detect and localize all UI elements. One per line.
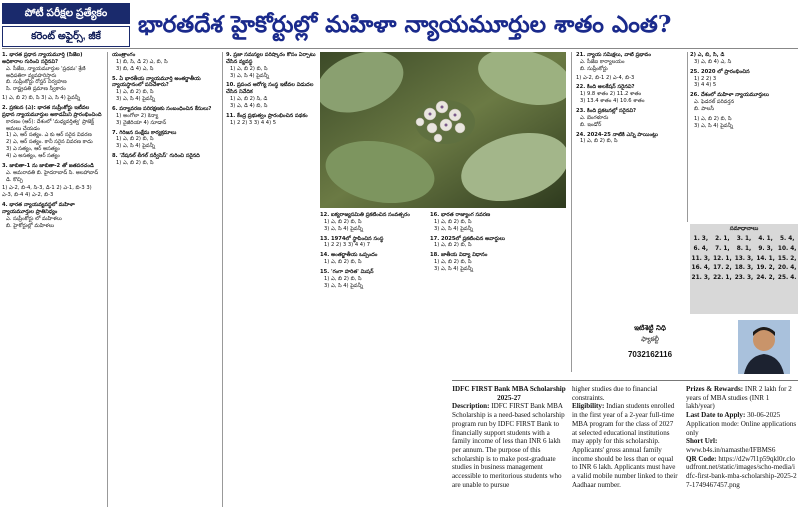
question-item bbox=[112, 153, 218, 167]
question-option: సి. రాష్ట్రపతి ప్రమాణ స్వీకారం bbox=[6, 86, 66, 93]
question-column-6 bbox=[576, 52, 686, 242]
question-text: 25. 2020 లో ప్రారంభించిన bbox=[690, 68, 750, 75]
question-option: 1) 2 2) 3 3) 4 4) 7 bbox=[324, 242, 371, 249]
question-option: 3) ఎ, డి 4) బి, సి bbox=[230, 103, 268, 110]
question-option: బి. ఇండోర్ bbox=[580, 121, 602, 128]
short-url-link[interactable]: www.b4s.in/namasthe/IFBMS6 bbox=[686, 446, 776, 455]
column-divider bbox=[107, 52, 108, 507]
answer-key-cell: 17. 2, bbox=[713, 265, 732, 272]
scholarship-title: IDFC FIRST Bank MBA Scholarship 2025-27 bbox=[452, 385, 566, 402]
question-option: 3) ఎ, సి 4) పైవన్నీ bbox=[324, 225, 364, 232]
short-url-label: Short Url: bbox=[686, 437, 718, 446]
question-text: 26. దేశంలో మహిళా న్యాయమూర్తులు bbox=[690, 92, 769, 99]
question-text: 11. కేంద్ర ప్రభుత్వం ప్రారంభించిన పథకం bbox=[226, 112, 308, 119]
author-role: ఫ్యాకల్టీ bbox=[641, 335, 659, 343]
plant-photo bbox=[320, 52, 566, 208]
question-choices: 1) ఎ, బి 2) బి, సి 3) ఎ, సి 4) పైవన్నీ bbox=[2, 95, 81, 102]
question-choices: 1) ఎ-2, బి-1 2) ఎ-4, బి-3 bbox=[576, 74, 635, 81]
question-text: 12. ఐక్యరాజ్యసమితి ప్రకటించిన సంవత్సరం bbox=[320, 212, 410, 218]
answer-key-box bbox=[690, 224, 798, 314]
question-option: 1) ఎ, బి 2) బి, సి bbox=[230, 65, 268, 72]
description-continued: higher studies due to financial constraints. bbox=[572, 385, 658, 402]
answer-key-cell: 18. 3, bbox=[734, 265, 754, 272]
question-item bbox=[2, 105, 102, 160]
question-item bbox=[320, 236, 424, 250]
question-option: కారణం (ఆర్): దేశంలో 'మధ్యవర్తిత్వ' ప్రాజెక్ట్ అమలు చేయడం bbox=[6, 118, 94, 132]
question-option: 1) ఎ, బి 2) బి, సి bbox=[434, 218, 472, 225]
scholarship-col-1 bbox=[452, 385, 566, 509]
answer-key-cell: 1. 3, bbox=[693, 236, 709, 243]
question-text: 9. ప్రజా సమస్యల పరిష్కారం కోసం ఏర్పాటు చేసిన వ్యవస్థ bbox=[226, 52, 316, 65]
answer-key-cell: 11. 3, bbox=[691, 255, 711, 262]
question-option: 1) ఎ, బి 2) బి, సి bbox=[434, 259, 472, 266]
question-item bbox=[320, 269, 424, 290]
question-text: 13. 1974లో స్థాపించిన సంస్థ bbox=[320, 235, 384, 242]
question-option: 3) ఎ సత్యం, ఆర్ అసత్యం bbox=[6, 146, 60, 153]
question-option: 3) ఎ, సి 4) పైవన్నీ bbox=[434, 266, 474, 273]
answer-key-cell: 5. 4, bbox=[779, 236, 795, 243]
question-option: ఎ. అమరావతి బి. హైదరాబాద్ సి. అలహాబాద్ డి. కొచ్చి bbox=[6, 169, 99, 183]
question-option: 1) ఎ, బి 2) బి, సి bbox=[580, 138, 618, 145]
answer-key-cell: 15. 2, bbox=[777, 255, 797, 262]
question-option: 3) ఎ, సి 4) పైవన్నీ bbox=[434, 225, 474, 232]
question-text: యంత్రాంగం bbox=[112, 52, 136, 58]
answer-key-cell: 6. 4, bbox=[693, 245, 709, 252]
answer-key-cell: 7. 1, bbox=[715, 245, 730, 252]
question-text: 5. ఏ భారతీయ న్యాయమూర్తి అంతర్జాతీయ న్యాయస్థానంలో పనిచేశారు? bbox=[112, 75, 201, 89]
question-option: 1) ఎ, బి 2) బి, సి bbox=[324, 218, 362, 225]
question-option: బి. హైకోర్టుల్లో మహిళలు bbox=[6, 222, 55, 229]
question-item bbox=[430, 212, 566, 233]
question-text: 1. భారత ప్రధాన న్యాయమూర్తి (సీజేఐ) అధికారాల గురించి సరైనవి? bbox=[2, 52, 83, 65]
question-text: 3. జాబితా-1 ను జాబితా-2 తో జతపరచండి bbox=[2, 162, 94, 169]
prizes-text: INR 2 lakh for 2 years of MBA studies (INR 1 lakh/year) bbox=[686, 385, 792, 411]
eligibility-label: Eligibility: bbox=[572, 402, 605, 411]
question-column-1 bbox=[2, 52, 102, 507]
question-option: 1) ఎ, బి 2) బి, సి bbox=[324, 275, 362, 282]
column-divider bbox=[222, 52, 223, 507]
question-text: 4. భారత న్యాయవ్యవస్థలో మహిళా న్యాయమూర్తుల ప్రాతినిధ్యం bbox=[2, 202, 75, 216]
answer-key-cell: 3. 1, bbox=[736, 236, 752, 243]
question-column-7 bbox=[690, 52, 798, 242]
question-option: 1) బి, సి, డి 2) ఎ, బి, సి bbox=[116, 58, 168, 65]
question-option: 1) ఎ, ఆర్ సత్యం. ఎ కు ఆర్ సరైన వివరణ bbox=[6, 132, 92, 139]
answer-key-cell: 9. 3, bbox=[758, 245, 773, 252]
answer-key-cell: 14. 1, bbox=[756, 255, 775, 262]
question-option: 2) ఎ, ఆర్ సత్యం. కానీ సరైన వివరణ కాదు bbox=[6, 139, 93, 146]
question-item bbox=[2, 163, 102, 199]
question-item bbox=[320, 252, 424, 266]
prizes-label: Prizes & Rewards: bbox=[686, 385, 744, 393]
question-item bbox=[112, 52, 218, 73]
question-text: 24. 2024-25 నాటికి ఎన్ని పాయింట్లు bbox=[576, 131, 658, 138]
column-divider bbox=[687, 52, 688, 222]
application-mode: Application mode: Online applications only bbox=[686, 419, 797, 437]
question-choices: 1) ఎ-2, బి-4, సి-3, డి-1 2) ఎ-1, బి-3 3) ఎ-3, బి-4 4) ఎ-2, బి-3 bbox=[2, 185, 92, 199]
question-option: బి. పాలసీ bbox=[694, 106, 714, 113]
question-option: ఎ. బెంగళూరు bbox=[580, 114, 609, 121]
question-option: 1) 9.8 శాతం 2) 11.2 శాతం bbox=[580, 91, 642, 98]
question-option: ఎ. సీజేఐ, న్యాయమూర్తుల 'ప్రథమ' శ్రేణి అధిపతిగా వ్యవహరిస్తారు bbox=[6, 65, 86, 79]
question-option: 3) నైజీరియా 4) సూడాన్ bbox=[116, 119, 167, 126]
answer-key-cell: 21. 3, bbox=[691, 274, 711, 281]
eligibility-text: Indian students enrolled in the first year of a 2-year full-time MBA program for the class of 2027 at selected educational institutions may apply for this scholarship. Applicants' gross annual family income should be less than or equal to INR 6 lakh. Applicants must have a valid mobile number linked to their Aadhaar number. bbox=[572, 402, 678, 489]
scholarship-col-2 bbox=[572, 385, 680, 509]
question-text: 22. కింది అలకేషన్ సరైనవి? bbox=[576, 84, 635, 91]
question-text: 14. అంతర్జాతీయ ఒప్పందం bbox=[320, 252, 378, 259]
question-text: 17. 2025లో ప్రకటించిన అవార్డులు bbox=[430, 235, 505, 242]
question-option: 3) ఎ, సి 4) పైవన్నీ bbox=[324, 282, 364, 289]
question-item bbox=[320, 212, 424, 233]
question-item bbox=[576, 132, 686, 146]
question-option: 3) బి, డి 4) ఎ, సి bbox=[116, 65, 154, 72]
answer-key-cell: 16. 4, bbox=[691, 265, 711, 272]
question-option: 1) 2 2) 3 3) 4 4) 5 bbox=[230, 119, 277, 126]
question-item bbox=[112, 106, 218, 127]
question-text: 18. జాతీయ విద్యా విధానం bbox=[430, 252, 488, 259]
section-tag-competitive-exams: పోటీ పరీక్షల ప్రత్యేకం bbox=[2, 3, 130, 24]
question-item bbox=[576, 84, 686, 105]
question-option: ఎ. సుప్రీంకోర్టు లో మహిళలు bbox=[6, 215, 62, 222]
question-column-2 bbox=[112, 52, 218, 507]
question-text: 15. 'గంగా హరిత' మిషన్ bbox=[320, 269, 374, 276]
qr-code-label: QR Code: bbox=[686, 454, 717, 463]
question-column-3 bbox=[226, 52, 316, 507]
answer-key-cell: 4. 1, bbox=[758, 236, 773, 243]
answer-key-cell: 19. 2, bbox=[756, 265, 775, 272]
description-text: IDFC FIRST Bank MBA Scholarship is a need-based scholarship program run by IDFC FIRST Bank to financially support students with a family income of less than INR 6 lakh per annum. The purpose of this scholarship is to make post-graduate studies in business management accessible to meritorious students who are unable to pursue bbox=[452, 402, 565, 489]
question-item bbox=[690, 116, 798, 130]
question-item bbox=[226, 82, 316, 109]
answer-key-cell: 25. 4. bbox=[777, 274, 797, 281]
question-item bbox=[576, 108, 686, 129]
answer-key-row bbox=[690, 255, 798, 265]
question-text: 8. 'నేషనల్ లీగల్ సర్వీసెస్' గురించి సరైనది bbox=[112, 153, 200, 160]
answer-key-table bbox=[690, 235, 798, 283]
question-item bbox=[690, 92, 798, 113]
scholarship-notice bbox=[452, 380, 798, 508]
page-headline: భారతదేశ హైకోర్టుల్లో మహిళా న్యాయమూర్తుల శాతం ఎంత? bbox=[138, 10, 672, 38]
question-item bbox=[2, 52, 102, 102]
author-phone: 7032162116 bbox=[627, 350, 673, 359]
question-option: 3) ఎ, సి 4) పైవన్నీ bbox=[230, 72, 270, 79]
question-text: 2. ప్రకటన (ఎ): భారత సుప్రీంకోర్టు ఇటీవల ప్రధాన న్యాయమూర్తుల అకాడమీని ప్రారంభించింది bbox=[2, 105, 102, 118]
question-option: బి. సుప్రీంకోర్టు bbox=[580, 65, 608, 72]
author-block bbox=[580, 318, 798, 374]
question-option: 1) ఎ, బి 2) బి, సి bbox=[116, 136, 154, 143]
question-column-4 bbox=[320, 212, 424, 509]
question-option: 1) ఎ, బి 2) బి, సి bbox=[116, 89, 154, 96]
deadline-text: 30-06-2025 bbox=[747, 411, 781, 420]
question-item bbox=[430, 252, 566, 273]
question-item bbox=[2, 202, 102, 229]
question-option: 3) ఎ, సి 4) పైవన్నీ bbox=[694, 122, 734, 129]
answer-key-cell: 20. 4, bbox=[777, 265, 797, 272]
answer-key-cell: 12. 1, bbox=[713, 255, 732, 262]
answer-key-cell: 10. 4, bbox=[777, 245, 797, 252]
question-item bbox=[112, 76, 218, 103]
question-option: 1) 2 2) 3 bbox=[694, 75, 717, 82]
question-item bbox=[226, 113, 316, 127]
question-option: 1) ఎ, బి 2) బి, సి bbox=[434, 242, 472, 249]
question-option: 4) ఎ అసత్యం, ఆర్ సత్యం bbox=[6, 153, 60, 160]
question-option: 3) ఎ, సి 4) పైవన్నీ bbox=[116, 143, 156, 150]
deadline-label: Last Date to Apply: bbox=[686, 411, 746, 420]
question-option: 1) ఎ, బి 2) సి, డి bbox=[230, 96, 268, 103]
question-option: 1) ఎ, బి 2) బి, సి bbox=[116, 160, 154, 167]
question-item bbox=[226, 52, 316, 79]
question-text: 6. పర్యావరణ పరిరక్షణకు సంబంధించిన కేసులు? bbox=[112, 106, 212, 113]
answer-key-cell: 13. 3, bbox=[734, 255, 754, 262]
scholarship-col-3 bbox=[686, 385, 798, 509]
question-text: 2) ఎ, బి, సి, డి bbox=[690, 52, 725, 58]
author-name: ఇటిశెట్టి నిధి bbox=[634, 324, 666, 332]
answer-key-row bbox=[690, 274, 798, 284]
question-item bbox=[430, 236, 566, 250]
answer-key-cell: 22. 1, bbox=[713, 274, 732, 281]
question-option: 3) 13.4 శాతం 4) 10.6 శాతం bbox=[580, 98, 645, 105]
avatar-icon bbox=[738, 320, 790, 374]
question-text: 16. భారత రాజ్యాంగ సవరణ bbox=[430, 212, 491, 218]
question-text: 21. న్యాయ సమీక్షలు, వాటి ప్రభావం bbox=[576, 52, 651, 58]
plant-illustration bbox=[320, 52, 566, 208]
question-option: 3) ఎ, సి 4) పైవన్నీ bbox=[116, 96, 156, 103]
qr-code-link[interactable]: https://d2w7l1p59qkl0r.cloudfront.net/static/images/scho-media/idfc-first-bank-mba-scholarship-2025-27-1749467457.png bbox=[686, 454, 797, 489]
question-item bbox=[112, 130, 218, 151]
answer-key-row bbox=[690, 235, 798, 245]
question-option: 1) ఎ, బి 2) బి, సి bbox=[694, 115, 732, 122]
question-option: 1) ఎ, బి 2) బి, సి bbox=[324, 259, 362, 266]
answer-key-cell: 2. 1, bbox=[715, 236, 730, 243]
question-option: బి. సుప్రీంకోర్టు రోస్టర్ నిర్వహణ bbox=[6, 79, 67, 86]
question-column-5 bbox=[430, 212, 566, 397]
question-item bbox=[690, 69, 798, 90]
answer-key-cell: 8. 1, bbox=[736, 245, 752, 252]
answer-key-row bbox=[690, 245, 798, 255]
question-option: 3) ఎ, బి 4) ఎ, సి bbox=[694, 58, 732, 65]
question-option: 3) 4 4) 5 bbox=[694, 82, 717, 89]
answer-key-cell: 23. 3, bbox=[734, 274, 754, 281]
question-text: 10. ప్రపంచ ఆరోగ్య సంస్థ ఇటీవల విడుదల చేసిన నివేదిక bbox=[226, 82, 314, 96]
answer-key-cell: 24. 2, bbox=[756, 274, 775, 281]
section-tag-current-affairs: కరెంట్ అఫైర్స్, జీకే bbox=[2, 26, 130, 47]
column-divider bbox=[571, 52, 572, 372]
question-option: 1) అంగోలా 2) కెన్యా bbox=[116, 112, 159, 119]
question-option: ఎ. ఫెడరల్ పరివర్తన bbox=[694, 99, 735, 106]
question-text: 7. గిరిజన సంక్షేమ కార్యక్రమాలు bbox=[112, 129, 177, 136]
question-item bbox=[690, 52, 798, 66]
description-label: Description: bbox=[452, 402, 490, 411]
answer-key-title: సమాధానాలు bbox=[729, 226, 759, 232]
question-item bbox=[576, 52, 686, 81]
question-option: ఎ. సీజేఐ కార్యాలయం bbox=[580, 58, 625, 65]
answer-key-row bbox=[690, 264, 798, 274]
author-photo bbox=[738, 320, 790, 374]
question-text: 23. కింది ప్రకటనల్లో సరైనవి? bbox=[576, 108, 637, 115]
header-divider bbox=[2, 48, 798, 49]
